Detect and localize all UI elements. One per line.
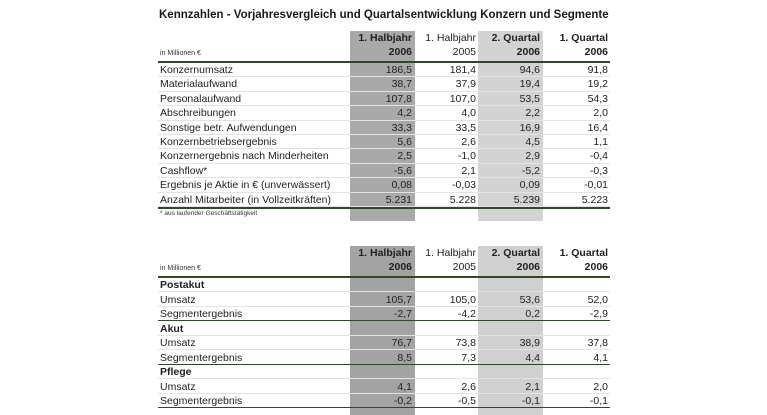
value-cell: 38,7 [391,78,412,91]
section-label: Postakut [160,279,205,291]
table-header [158,31,610,61]
value-cell: 8,5 [397,351,412,364]
table-bottom-divider [158,207,610,209]
row-label: Segmentergebnis [160,308,243,320]
value-cell: 2,9 [525,150,540,163]
value-cell: 52,0 [587,293,608,306]
row-label: Umsatz [160,380,196,393]
table-row [158,351,610,365]
row-label: Personalaufwand [160,92,242,105]
value-cell: -2,9 [589,308,608,320]
value-cell: 4,5 [525,136,540,148]
table-row [158,63,610,77]
column-header: 1. Halbjahr 2005 [425,32,476,58]
unit-label: in Millionen € [160,265,201,272]
unit-label: in Millionen € [160,50,201,57]
section-label: Pflege [160,366,192,378]
row-label: Abschreibungen [160,107,236,120]
table-row [158,135,610,149]
value-cell: 5.231 [385,193,412,206]
value-cell: 91,8 [587,64,608,76]
value-cell: 19,2 [587,78,608,91]
table-row [158,106,610,120]
row-label: Segmentergebnis [160,395,243,407]
row-label: Umsatz [160,293,196,306]
row-label: Ergebnis je Aktie in € (unverwässert) [160,179,331,192]
column-header: 1. Halbjahr 2006 [358,247,412,273]
value-cell: -0,3 [589,164,608,177]
table-row [158,164,610,178]
value-cell: 2,0 [593,107,608,120]
table-row [158,394,610,408]
row-label: Cashflow* [160,164,208,177]
value-cell: 2,2 [525,107,540,120]
table-row [158,121,610,135]
value-cell: -0,1 [521,395,540,407]
section-label: Akut [160,322,184,335]
value-cell: 54,3 [587,92,608,105]
value-cell: 4,2 [397,107,412,120]
value-cell: 0,09 [519,179,540,192]
page-title: Kennzahlen - Vorjahresvergleich und Quartalsentwicklung Konzern und Segmente [159,9,609,21]
value-cell: -2,7 [393,308,412,320]
value-cell: 2,1 [461,164,476,177]
value-cell: -0,01 [584,179,608,192]
value-cell: 0,2 [525,308,540,320]
value-cell: 4,0 [461,107,476,120]
column-header: 1. Quartal 2006 [559,247,608,273]
value-cell: 16,9 [519,121,540,134]
kennzahlen-table [158,31,610,221]
column-header: 1. Halbjahr 2005 [425,247,476,273]
table-row [158,92,610,106]
value-cell: 105,0 [449,293,476,306]
value-cell: 4,4 [525,351,540,364]
table-row [158,336,610,350]
row-label: Konzernumsatz [160,64,233,76]
value-cell: -0,03 [452,179,476,192]
section-header-row [158,365,610,379]
value-cell: 37,8 [587,337,608,349]
value-cell: 181,4 [449,64,476,76]
value-cell: 76,7 [391,337,412,349]
value-cell: 73,8 [455,337,476,349]
value-cell: 105,7 [385,293,412,306]
value-cell: 38,9 [519,337,540,349]
value-cell: 107,0 [449,92,476,105]
value-cell: 107,8 [385,92,412,105]
table-row [158,380,610,394]
value-cell: -5,6 [393,164,412,177]
value-cell: -0,2 [393,395,412,407]
value-cell: 4,1 [593,351,608,364]
row-label: Segmentergebnis [160,351,243,364]
value-cell: -0,4 [589,150,608,163]
table-row [158,193,610,207]
column-header: 2. Quartal 2006 [491,32,540,58]
table-row [158,178,610,192]
value-cell: 33,3 [391,121,412,134]
value-cell: 2,6 [461,136,476,148]
value-cell: 5.223 [581,193,608,206]
row-label: Konzernbetriebsergebnis [160,136,277,148]
table-header [158,246,610,276]
table-row [158,293,610,307]
value-cell: 2,5 [397,150,412,163]
row-label: Sonstige betr. Aufwendungen [160,121,297,134]
value-cell: 53,6 [519,293,540,306]
row-label: Konzernergebnis nach Minderheiten [160,150,329,163]
value-cell: 0,08 [391,179,412,192]
row-label: Umsatz [160,337,196,349]
value-cell: 1,1 [593,136,608,148]
table-row [158,307,610,321]
table-row [158,77,610,91]
value-cell: 5.239 [513,193,540,206]
value-cell: 186,5 [385,64,412,76]
value-cell: 2,1 [525,380,540,393]
section-header-row [158,278,610,292]
footnote: * aus laufender Geschäftstätigkeit [160,210,258,217]
row-label: Materialaufwand [160,78,238,91]
value-cell: 94,6 [519,64,540,76]
section-header-row [158,322,610,336]
value-cell: 5.228 [449,193,476,206]
value-cell: 37,9 [455,78,476,91]
value-cell: -1,0 [457,150,476,163]
segment-table [158,246,610,415]
table-row [158,149,610,163]
value-cell: 2,6 [461,380,476,393]
value-cell: 53,5 [519,92,540,105]
value-cell: -0,1 [589,395,608,407]
value-cell: 2,0 [593,380,608,393]
value-cell: -5,2 [521,164,540,177]
column-header: 1. Halbjahr 2006 [358,32,412,58]
value-cell: -4,2 [457,308,476,320]
value-cell: -0,5 [457,395,476,407]
value-cell: 33,5 [455,121,476,134]
column-header: 1. Quartal 2006 [559,32,608,58]
value-cell: 19,4 [519,78,540,91]
column-header: 2. Quartal 2006 [491,247,540,273]
value-cell: 5,6 [397,136,412,148]
value-cell: 16,4 [587,121,608,134]
value-cell: 4,1 [397,380,412,393]
value-cell: 7,3 [461,351,476,364]
row-label: Anzahl Mitarbeiter (in Vollzeitkräften) [160,193,331,206]
